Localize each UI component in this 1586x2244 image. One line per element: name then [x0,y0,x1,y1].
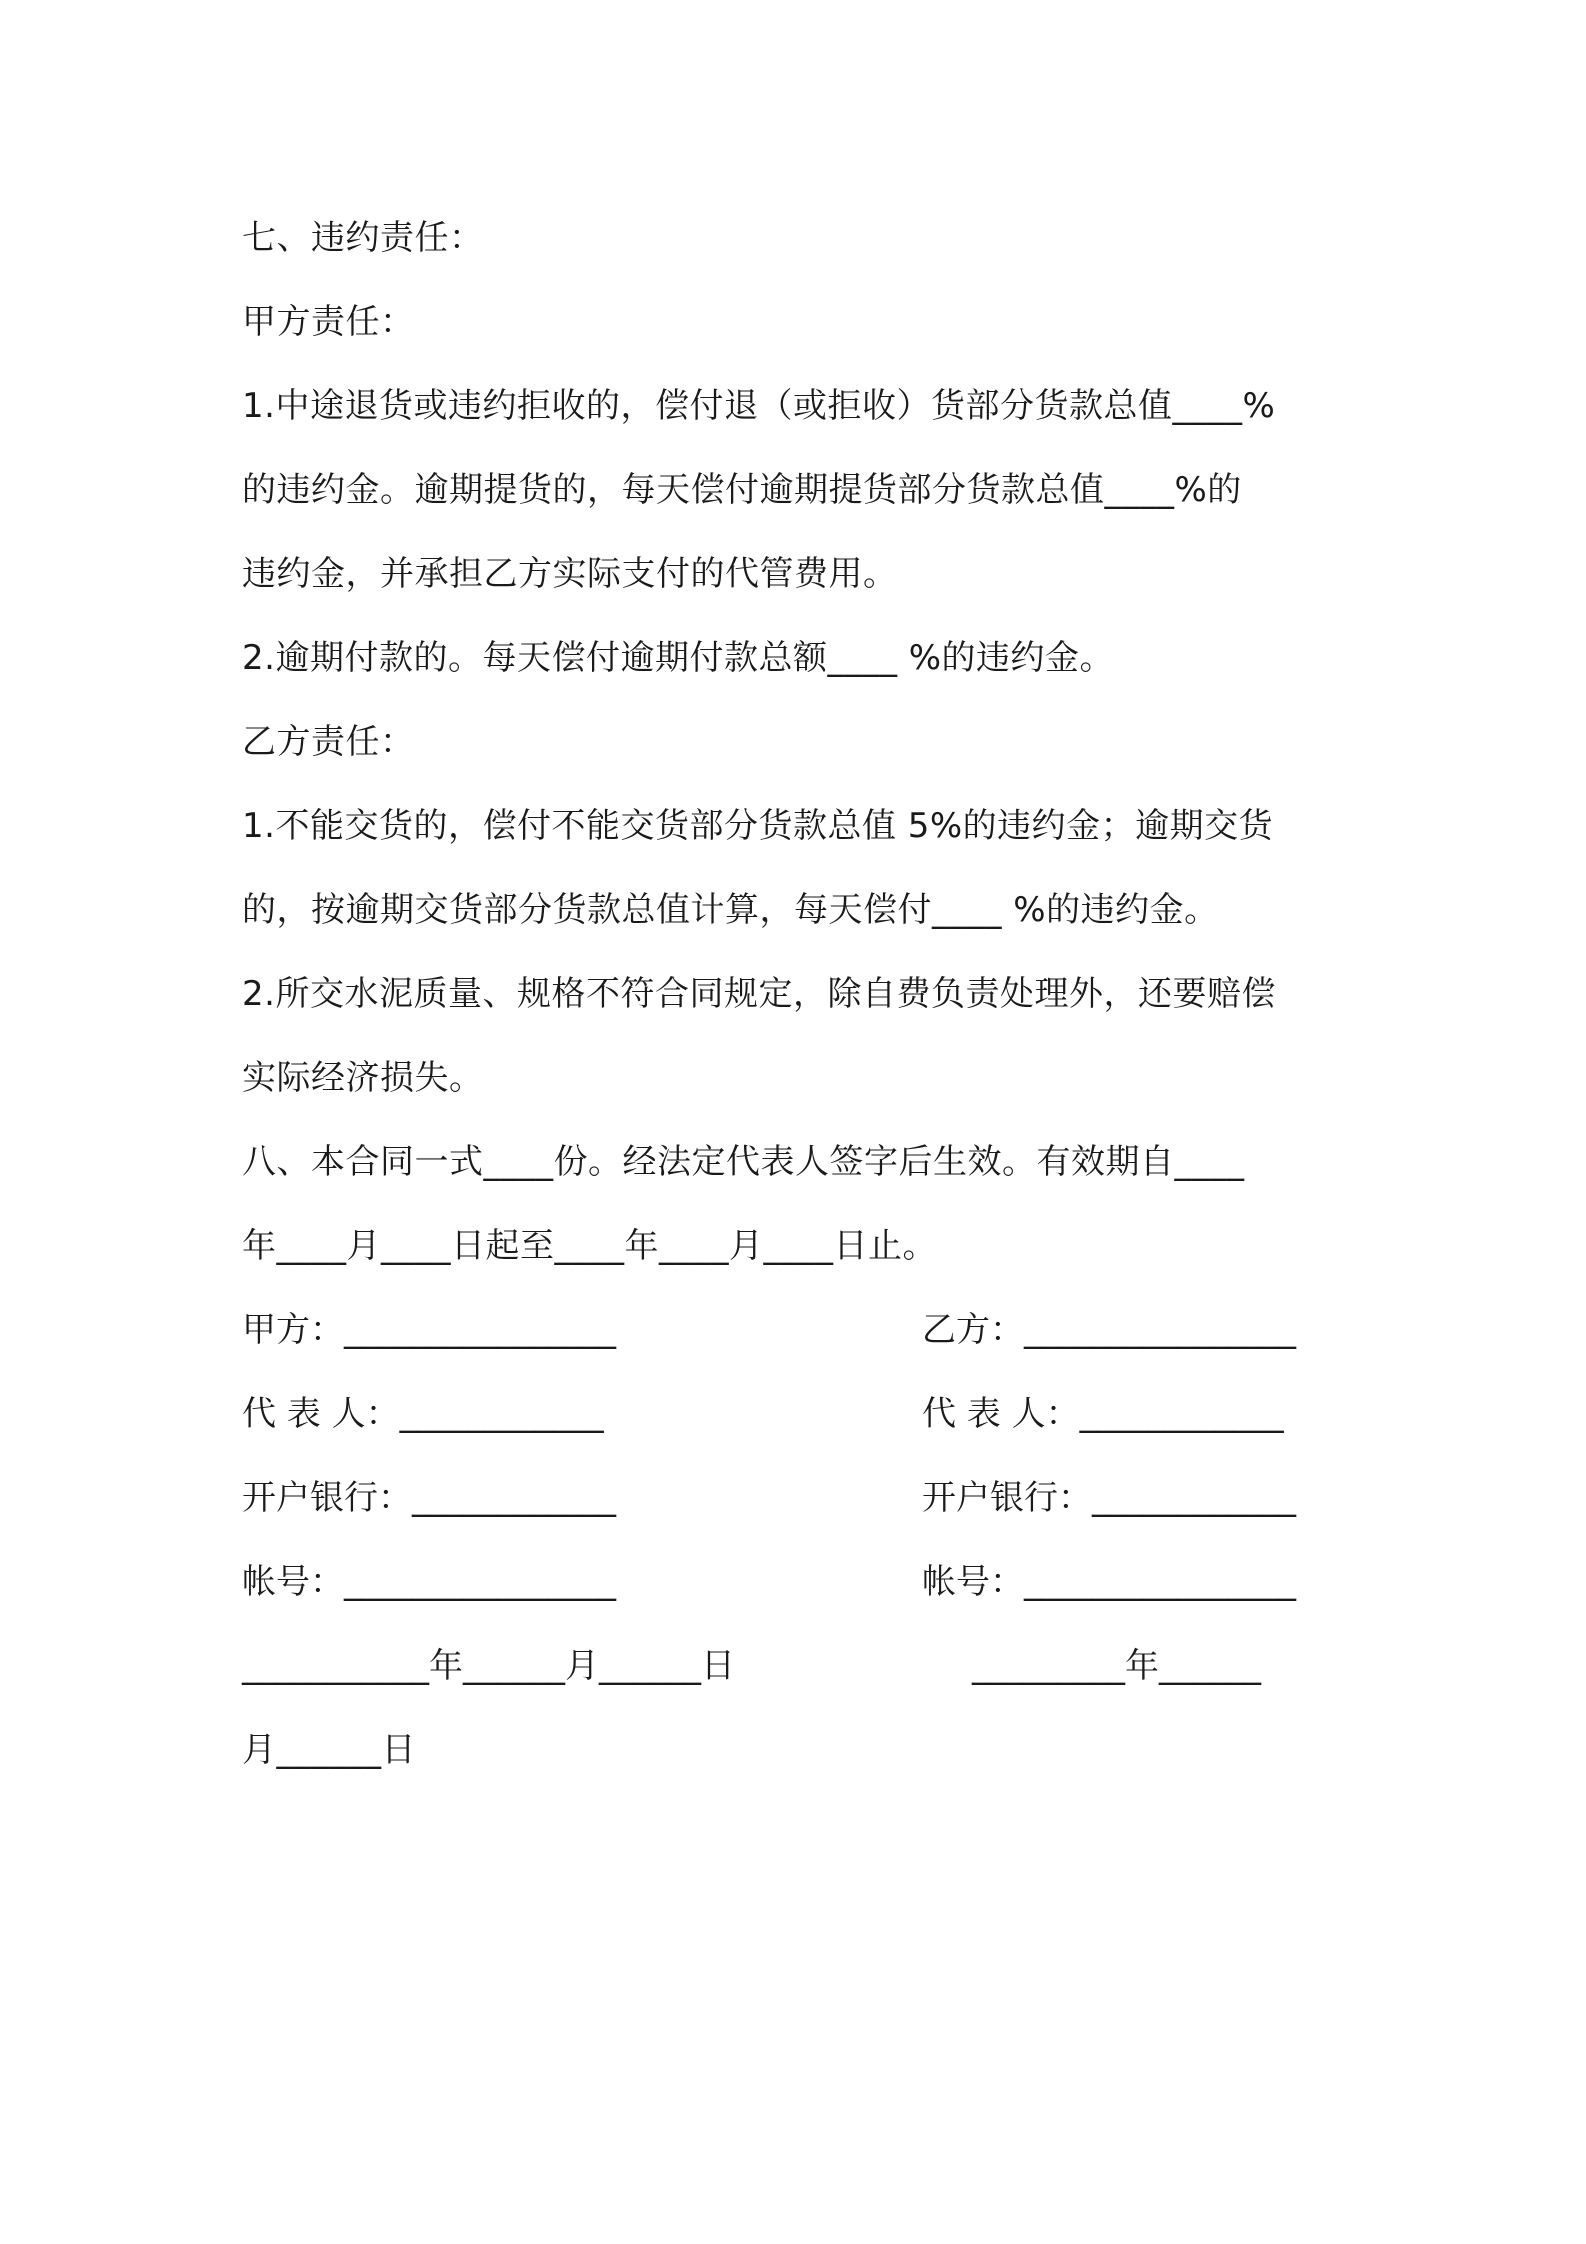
signature-row-account [242,1540,1357,1624]
party-b-clause-1-line-1: 1.不能交货的，偿付不能交货部分货款总值 5%的违约金；逾期交货 [242,806,1274,846]
party-a-representative-field: 代 表 人：____________ [242,1394,604,1434]
section-8-line-2: 年____月____日起至____年____月____日止。 [242,1226,937,1266]
party-a-clause-1-line-1: 1.中途退货或违约拒收的，偿付退（或拒收）货部分货款总值____% [242,386,1276,426]
signature-row-bank [242,1456,1357,1540]
party-a-clause-2: 2.逾期付款的。每天偿付逾期付款总额____ %的违约金。 [242,638,1115,678]
party-b-signature-field: 乙方：________________ [922,1310,1296,1350]
party-b-date-field-part-1: _________年______ [972,1646,1261,1686]
document-body [242,196,1357,1792]
party-a-clause-1-line-3: 违约金，并承担乙方实际支付的代管费用。 [242,554,898,594]
signature-row-date [242,1624,1357,1708]
party-b-representative-field: 代 表 人：____________ [922,1394,1284,1434]
party-a-responsibility-heading: 甲方责任： [242,302,415,342]
party-b-clause-1-line-2: 的，按逾期交货部分货款总值计算，每天偿付____ %的违约金。 [242,890,1219,930]
party-b-clause-2-line-2: 实际经济损失。 [242,1058,484,1098]
section-7-heading: 七、违约责任： [242,218,484,258]
party-a-signature-field: 甲方：________________ [242,1310,616,1350]
signature-row-party [242,1288,1357,1372]
party-b-clause-2-line-1: 2.所交水泥质量、规格不符合同规定，除自费负责处理外，还要赔偿 [242,974,1276,1014]
party-b-responsibility-heading: 乙方责任： [242,722,415,762]
section-8-line-1: 八、本合同一式____份。经法定代表人签字后生效。有效期自____ [242,1142,1245,1182]
party-a-account-field: 帐号：________________ [242,1562,616,1602]
signature-row-representative [242,1372,1357,1456]
party-a-bank-field: 开户银行：____________ [242,1478,616,1518]
party-b-date-field-part-2: 月______日 [242,1730,416,1770]
party-a-clause-1-line-2: 的违约金。逾期提货的，每天偿付逾期提货部分货款总值____%的 [242,470,1242,510]
party-a-date-field: ___________年______月______日 [242,1646,735,1686]
party-b-account-field: 帐号：________________ [922,1562,1296,1602]
party-b-bank-field: 开户银行：____________ [922,1478,1296,1518]
